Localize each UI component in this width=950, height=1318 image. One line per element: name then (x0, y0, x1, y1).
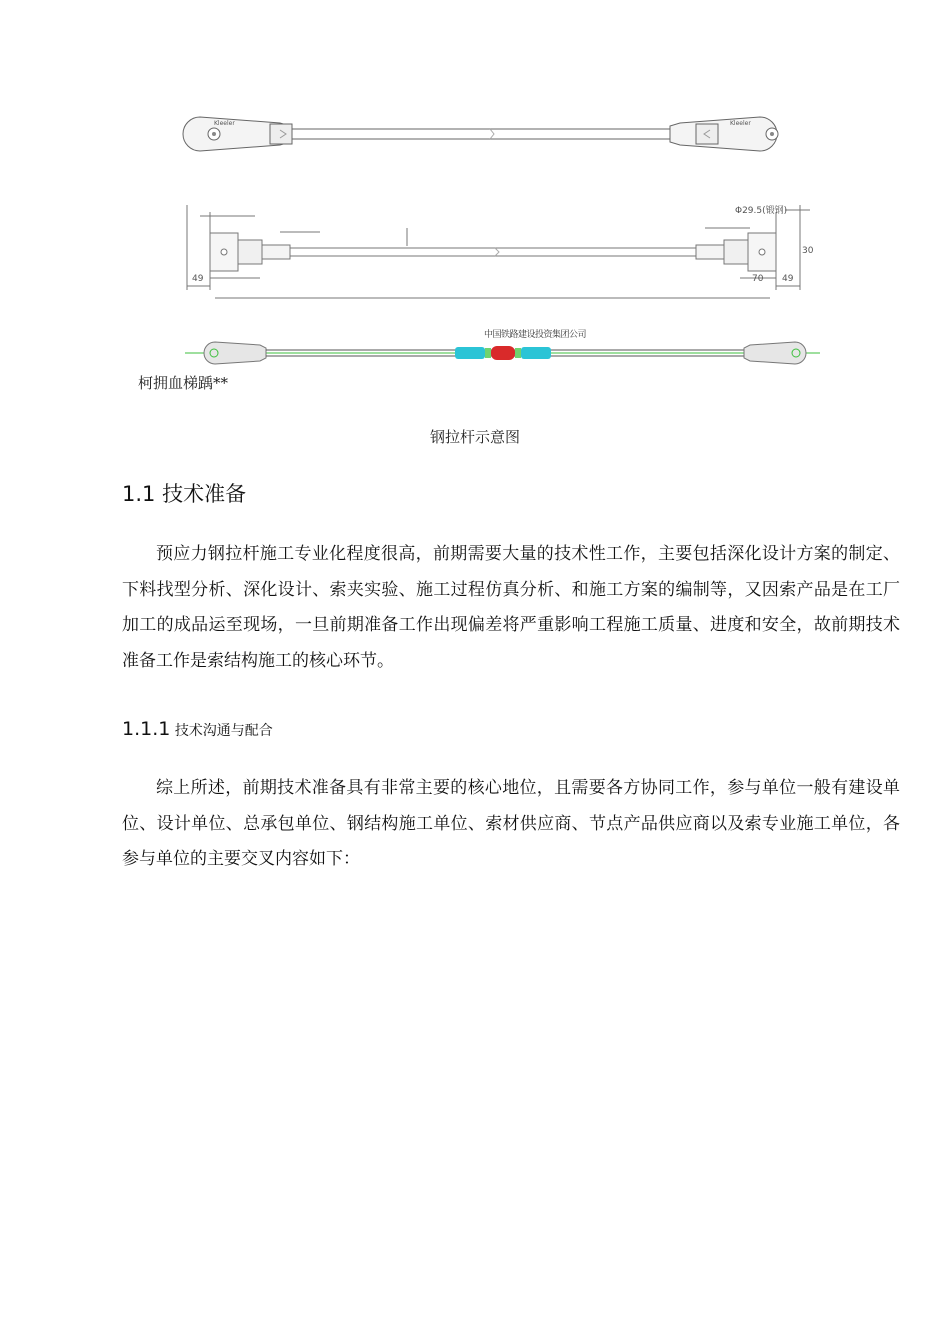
dimension-drawing (187, 205, 810, 298)
figure-overlay-text: 中国铁路建设投资集团公司 (484, 330, 587, 340)
figure-stray-label: 柯拥血梯踽** (138, 374, 229, 392)
rendered-rod-view (185, 342, 820, 364)
dim-phi-label: Φ29.5(锻钢) (735, 206, 788, 216)
steel-tie-rod-figure (130, 100, 830, 400)
subsection-paragraph: 综上所述，前期技术准备具有非常主要的核心地位，且需要各方协同工作，参与单位一般有建设单位、设计单位、总承包单位、钢结构施工单位、索材供应商、节点产品供应商以及索专业施工单位，各参与单位的主要交叉内容如下： (122, 778, 900, 869)
subsection-number: 1.1.1 (122, 718, 171, 740)
section-paragraph: 预应力钢拉杆施工专业化程度很高，前期需要大量的技术性工作，主要包括深化设计方案的制定、下料找型分析、深化设计、索夹实验、施工过程仿真分析、和施工方案的编制等，又因索产品是在工厂加工的成品运至现场，一旦前期准备工作出现偏差将严重影响工程施工质量、进度和安全，故前期技术准备工作是索结构施工的核心环节。 (122, 544, 900, 671)
subsection-title: 技术沟通与配合 (174, 723, 273, 739)
figure-caption: 钢拉杆示意图 (429, 428, 520, 446)
dim-70-label: 70 (752, 274, 764, 284)
dim-30-label: 30 (802, 246, 814, 256)
left-logo-text: Kleeler (214, 120, 235, 127)
right-logo-text: Kleeler (730, 120, 751, 127)
dim-49-right-label: 49 (782, 274, 794, 284)
dim-49-left-label: 49 (192, 274, 204, 284)
top-rod-view (183, 117, 778, 151)
tie-rod-illustration (130, 100, 830, 400)
subsection-heading (122, 718, 273, 740)
section-heading: 1.1 技术准备 (122, 482, 247, 506)
